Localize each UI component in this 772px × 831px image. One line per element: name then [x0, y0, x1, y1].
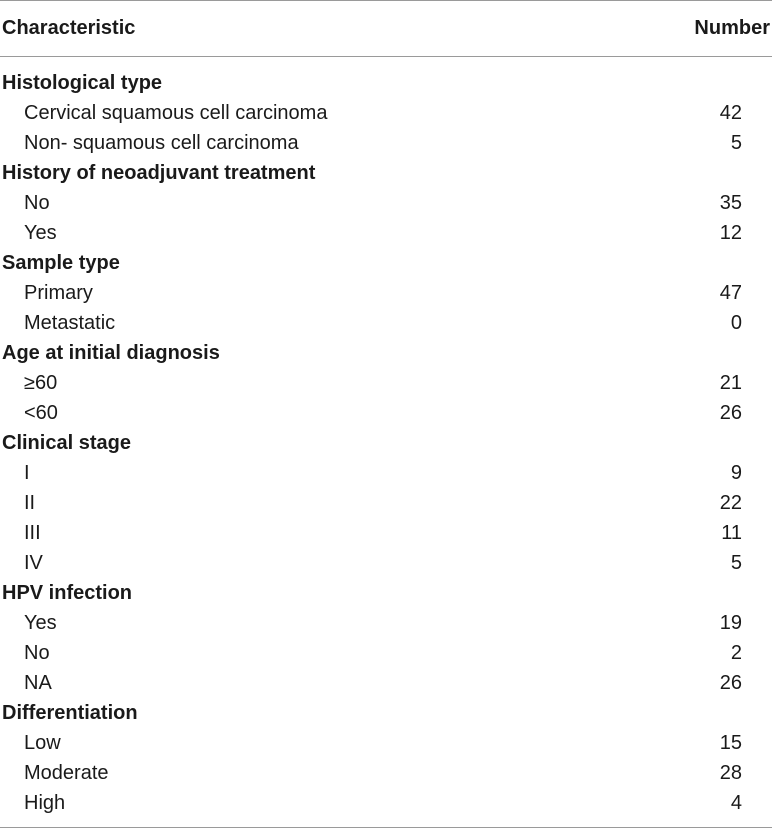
group-row: [0, 248, 772, 278]
group-title: History of neoadjuvant treatment: [2, 162, 316, 184]
row-value: 26: [719, 402, 742, 424]
group-title: Sample type: [2, 252, 120, 274]
table-row: [0, 278, 772, 308]
row-label: <60: [24, 402, 58, 424]
table-row: [0, 128, 772, 158]
header-characteristic: Characteristic: [2, 17, 136, 39]
table-row: [0, 758, 772, 788]
group-title: Clinical stage: [2, 432, 131, 454]
row-value: 35: [719, 192, 742, 214]
row-label: Moderate: [24, 762, 109, 784]
table-row: [0, 608, 772, 638]
table-row: [0, 308, 772, 338]
row-value: 28: [719, 762, 742, 784]
row-value: 26: [719, 672, 742, 694]
top-rule: [0, 0, 772, 1]
row-value: 22: [719, 492, 742, 514]
row-label: No: [24, 192, 50, 214]
row-value: 11: [721, 522, 742, 544]
row-label: Cervical squamous cell carcinoma: [24, 102, 328, 124]
row-label: Non- squamous cell carcinoma: [24, 132, 299, 154]
table-row: [0, 218, 772, 248]
row-label: ≥60: [24, 372, 58, 394]
group-row: [0, 578, 772, 608]
table-row: [0, 188, 772, 218]
table-row: [0, 728, 772, 758]
table-row: [0, 98, 772, 128]
bottom-rule: [0, 827, 772, 828]
row-value: 47: [719, 282, 742, 304]
header-rule: [0, 56, 772, 57]
row-label: IV: [24, 552, 43, 574]
table-row: [0, 518, 772, 548]
row-label: Low: [24, 732, 61, 754]
group-row: [0, 338, 772, 368]
row-label: III: [24, 522, 41, 544]
row-label: Yes: [24, 222, 57, 244]
group-row: [0, 158, 772, 188]
table-row: [0, 548, 772, 578]
table-row: [0, 488, 772, 518]
table-row: [0, 668, 772, 698]
row-value: 2: [730, 642, 742, 664]
row-value: 19: [719, 612, 742, 634]
table-row: [0, 788, 772, 818]
row-label: II: [24, 492, 36, 514]
row-value: 12: [719, 222, 742, 244]
row-value: 9: [730, 462, 742, 484]
row-value: 21: [719, 372, 742, 394]
row-label: I: [24, 462, 30, 484]
row-label: Primary: [24, 282, 93, 304]
table-body: [0, 68, 772, 818]
row-label: Yes: [24, 612, 57, 634]
row-value: 5: [730, 132, 742, 154]
group-row: [0, 698, 772, 728]
group-row: [0, 68, 772, 98]
row-label: No: [24, 642, 50, 664]
group-title: Histological type: [2, 72, 163, 94]
row-value: 42: [719, 102, 742, 124]
row-label: NA: [24, 672, 52, 694]
group-row: [0, 428, 772, 458]
group-title: Differentiation: [2, 702, 138, 724]
row-value: 15: [719, 732, 742, 754]
group-title: HPV infection: [2, 582, 133, 604]
row-label: High: [24, 792, 66, 814]
row-value: 4: [730, 792, 742, 814]
table-row: [0, 458, 772, 488]
table-row: [0, 368, 772, 398]
table-row: [0, 398, 772, 428]
row-value: 5: [730, 552, 742, 574]
row-value: 0: [730, 312, 742, 334]
header-number: Number: [694, 17, 770, 39]
row-label: Metastatic: [24, 312, 116, 334]
table-row: [0, 638, 772, 668]
group-title: Age at initial diagnosis: [2, 342, 220, 364]
